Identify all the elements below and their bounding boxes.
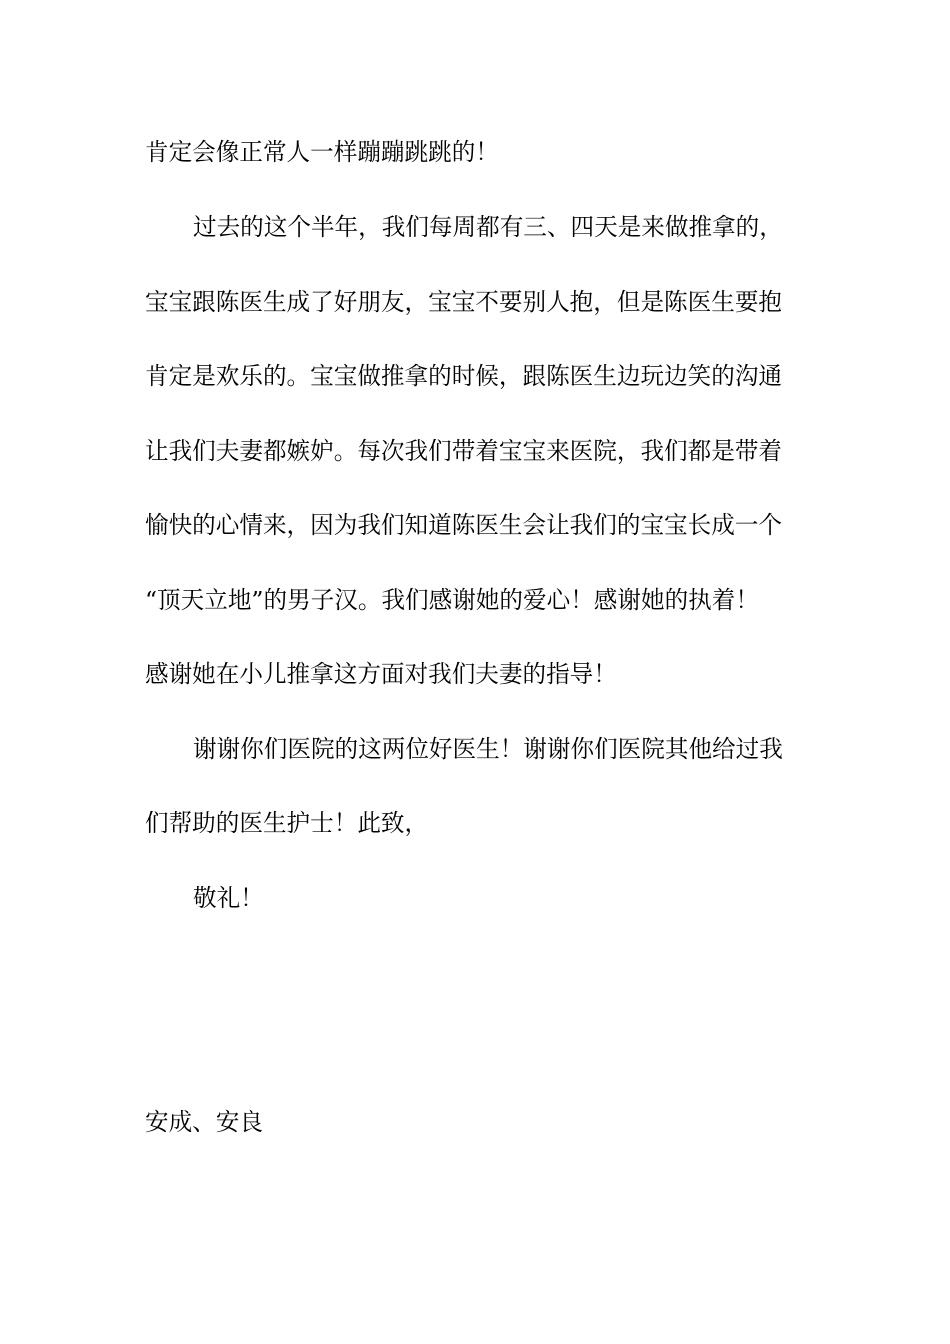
text-line-2: 过去的这个半年，我们每周都有三、四天是来做推拿的， — [193, 213, 783, 241]
closing-salutation: 敬礼！ — [193, 884, 264, 912]
text-line-7: “顶天立地”的男子汉。我们感谢她的爱心！感谢她的执着！ — [145, 586, 759, 614]
text-line-8: 感谢她在小儿推拿这方面对我们夫妻的指导！ — [145, 660, 617, 688]
text-line-4: 肯定是欢乐的。宝宝做推拿的时候，跟陈医生边玩边笑的沟通 — [145, 362, 783, 390]
text-line-6: 愉快的心情来，因为我们知道陈医生会让我们的宝宝长成一个 — [145, 511, 783, 539]
text-line-3: 宝宝跟陈医生成了好朋友，宝宝不要别人抱，但是陈医生要抱 — [145, 288, 783, 316]
text-line-1: 肯定会像正常人一样蹦蹦跳跳的！ — [145, 138, 499, 166]
text-line-10: 们帮助的医生护士！此致， — [145, 809, 429, 837]
text-line-5: 让我们夫妻都嫉妒。每次我们带着宝宝来医院，我们都是带着 — [145, 437, 783, 465]
signature: 安成、安良 — [145, 1108, 263, 1136]
text-line-9: 谢谢你们医院的这两位好医生！谢谢你们医院其他给过我 — [193, 735, 783, 763]
